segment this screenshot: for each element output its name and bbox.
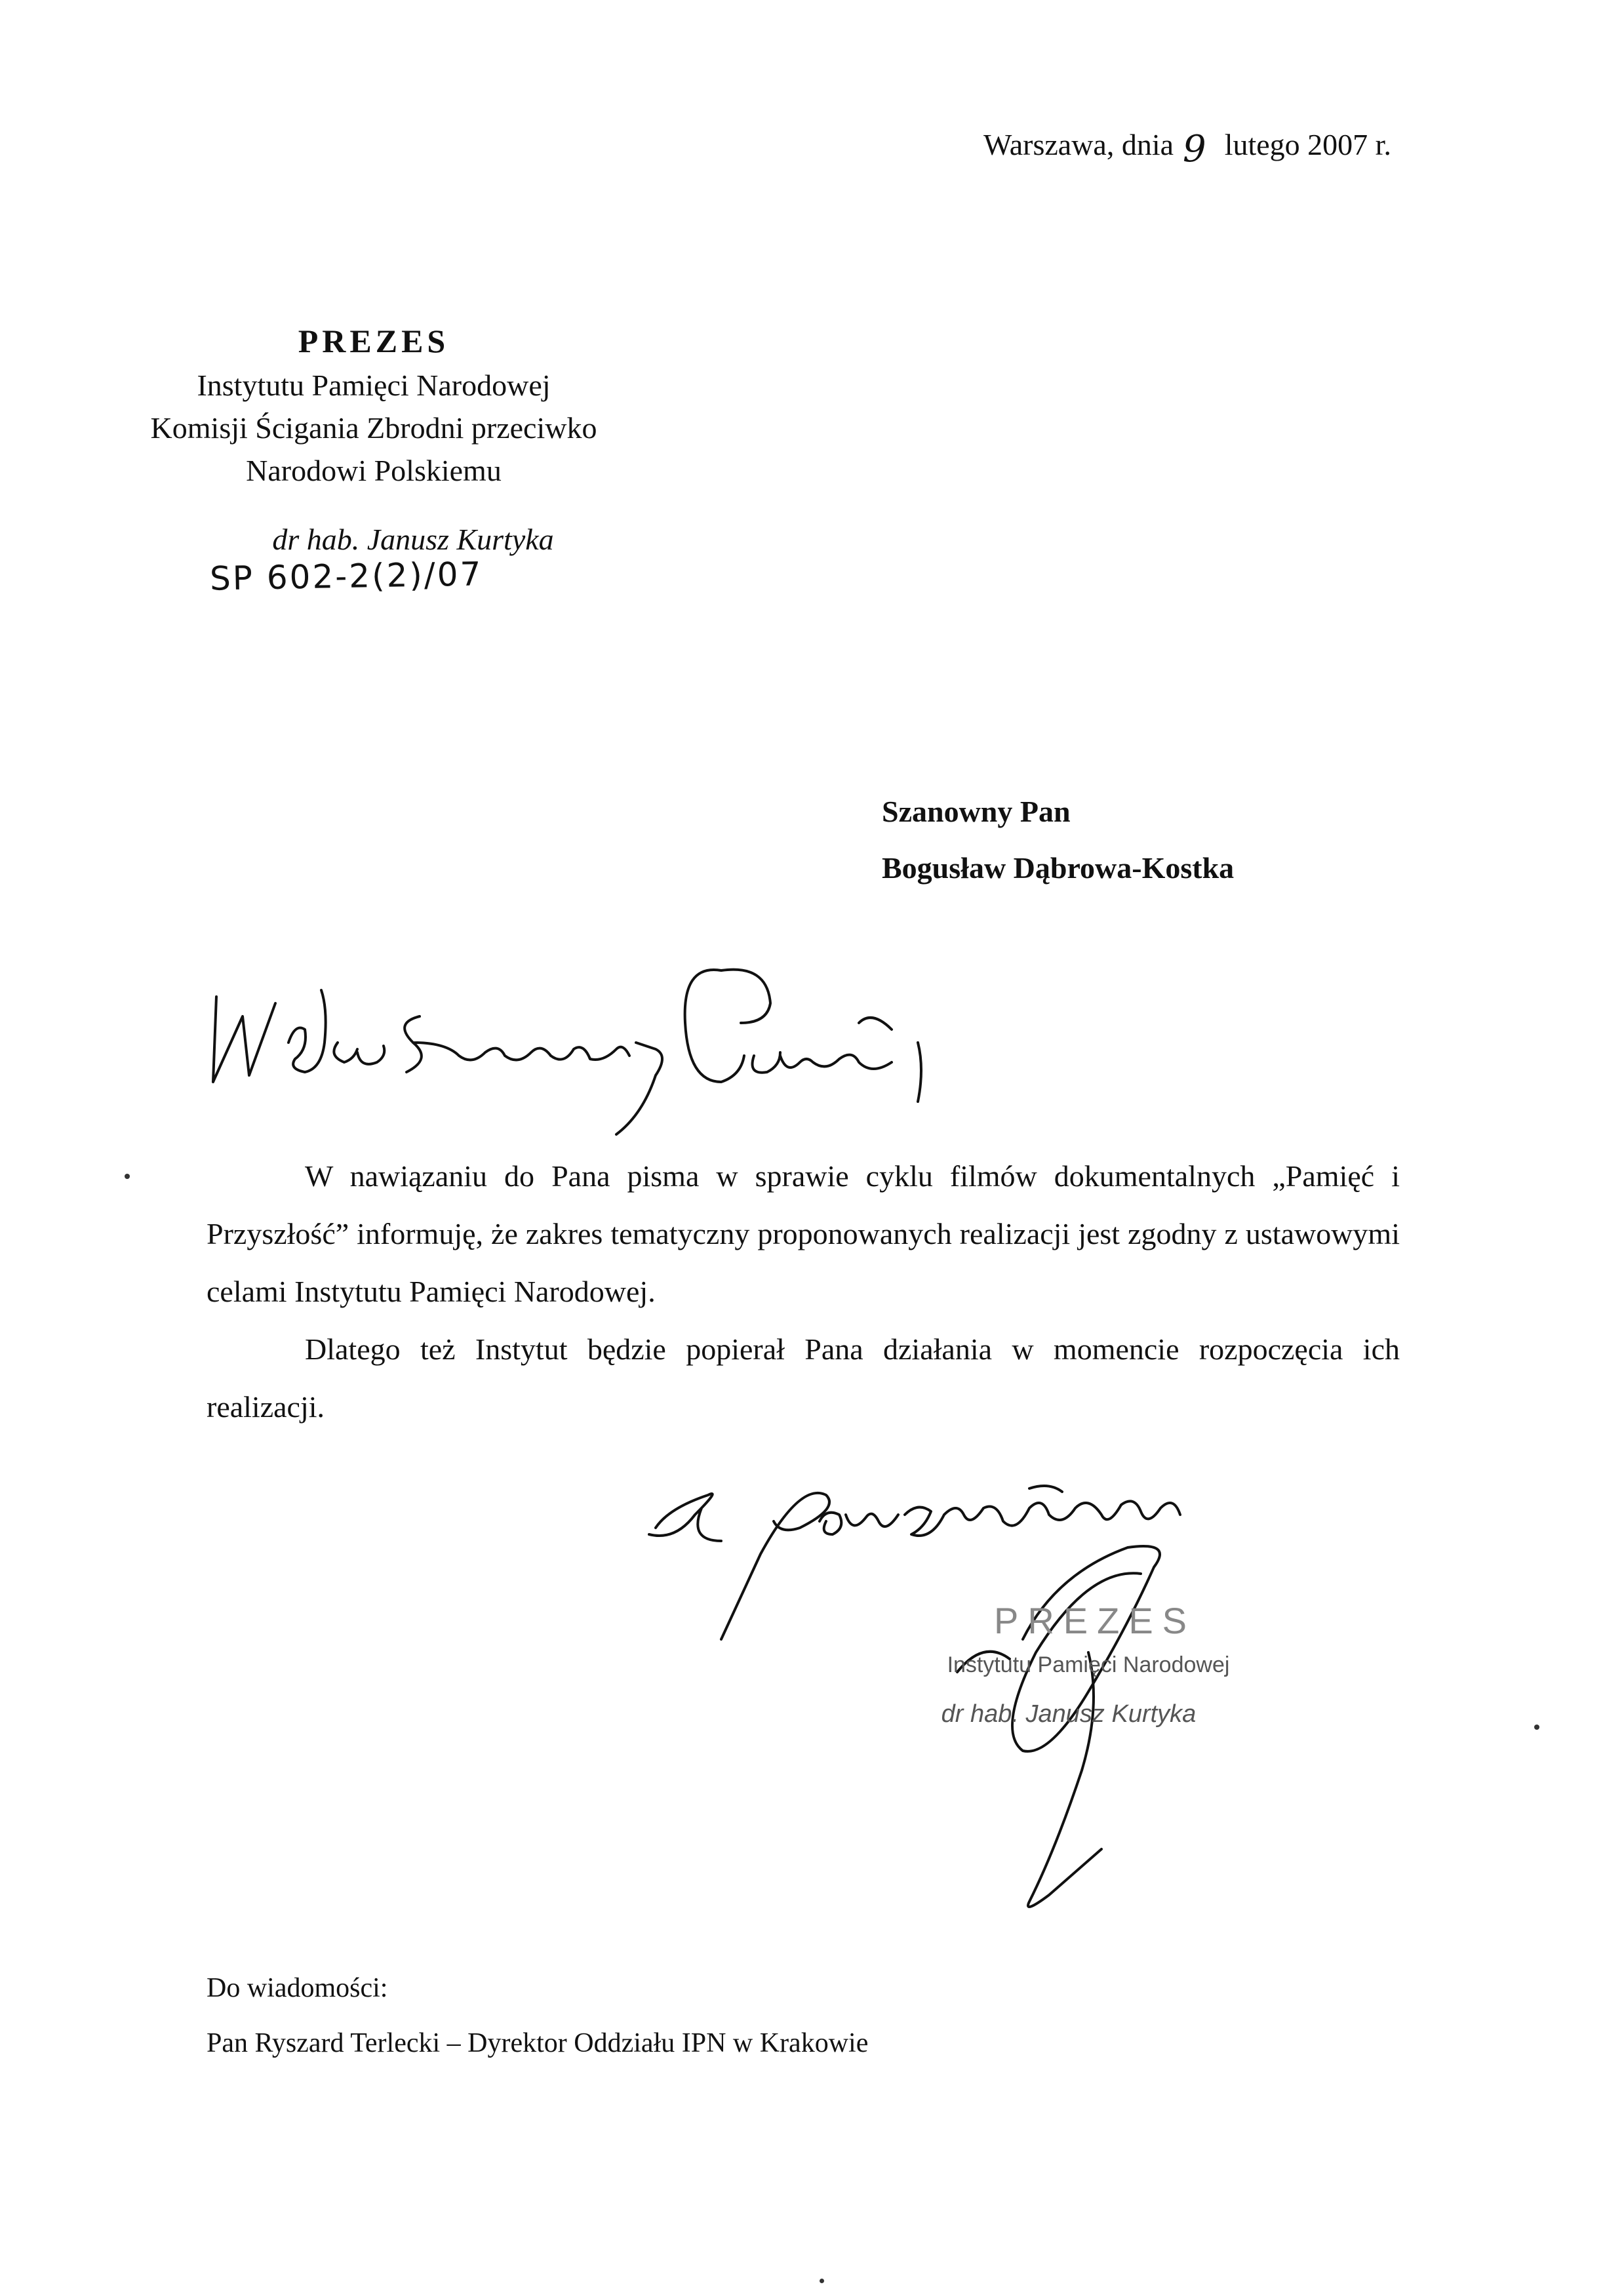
scan-speck <box>1534 1725 1539 1730</box>
sender-title: PREZES <box>298 323 450 359</box>
body-paragraph-2: Dlatego też Instytut będzie popierał Pana działania w momencie rozpoczęcia ich realizacji. <box>207 1332 1400 1424</box>
cc-recipient: Pan Ryszard Terlecki – Dyrektor Oddziału IPN w Krakowie <box>207 2028 869 2058</box>
letter-date <box>983 121 1456 170</box>
reference-number-handwritten: SP 602-2(2)/07 <box>209 555 483 598</box>
addressee-name: Bogusław Dąbrowa-Kostka <box>882 851 1235 885</box>
addressee-salutation: Szanowny Pan <box>882 795 1071 828</box>
addressee-block <box>882 784 1234 896</box>
handwritten-salutation <box>197 944 951 1141</box>
scan-speck <box>125 1174 130 1179</box>
scan-speck <box>820 2279 824 2283</box>
date-day-handwritten: 9 <box>1183 128 1206 170</box>
sender-person: dr hab. Janusz Kurtyka <box>272 523 554 556</box>
body-paragraph-1: W nawiązaniu do Pana pisma w sprawie cyklu filmów dokumentalnych „Pamięć i Przyszłość” informuję, że zakres tematyczny proponowanych realizacji jest zgodny z ustawowymi celami Instytutu Pamięci Narodowej. <box>207 1159 1400 1308</box>
letter-body <box>207 1148 1400 1436</box>
cc-block <box>207 1961 868 2071</box>
official-stamp <box>911 1600 1278 1740</box>
stamp-institution: Instytutu Pamięci Narodowej <box>947 1652 1230 1677</box>
sender-block <box>92 318 656 561</box>
date-suffix: lutego 2007 r. <box>1224 128 1391 161</box>
stamp-person: dr hab. Janusz Kurtyka <box>941 1700 1197 1728</box>
sender-institution-line2: Komisji Ścigania Zbrodni przeciwko <box>150 411 597 445</box>
stamp-title: PREZES <box>993 1600 1197 1641</box>
cc-label: Do wiadomości: <box>207 1973 388 2003</box>
date-prefix: Warszawa, dnia <box>983 128 1174 161</box>
sender-institution-line3: Narodowi Polskiemu <box>246 454 502 487</box>
sender-institution-line1: Instytutu Pamięci Narodowej <box>197 369 551 402</box>
